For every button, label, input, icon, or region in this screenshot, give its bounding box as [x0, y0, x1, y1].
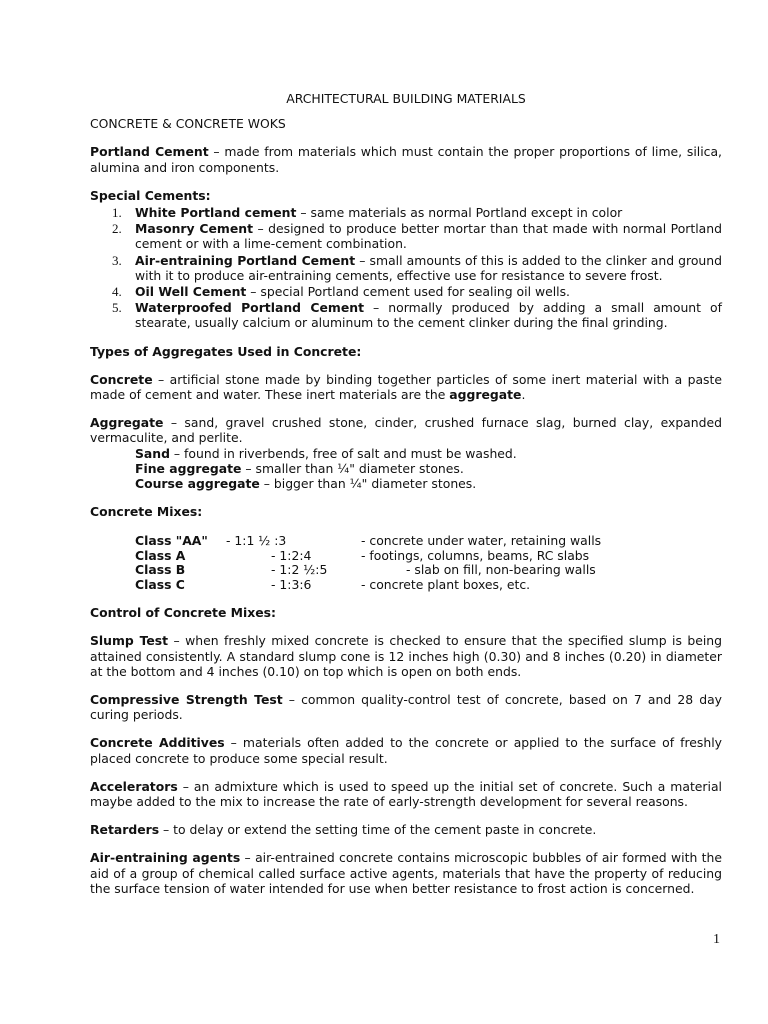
list-number: 4. — [112, 284, 122, 300]
list-number: 2. — [112, 221, 122, 237]
portland-cement-paragraph — [90, 144, 722, 174]
definition: – same materials as normal Portland except in color — [296, 205, 623, 221]
term: Concrete — [90, 371, 153, 387]
definition: – materials often added to the concrete or applied to the surface of freshly placed concrete to produce some special result. — [90, 735, 722, 766]
air-entraining-agents-paragraph — [90, 850, 722, 896]
mix-use: - footings, columns, beams, RC slabs — [361, 547, 590, 563]
list-item — [90, 300, 722, 330]
list-item — [90, 253, 722, 283]
term: Masonry Cement — [135, 221, 253, 237]
definition: – to delay or extend the setting time of the cement paste in concrete. — [159, 822, 597, 838]
mixes-heading: Concrete Mixes: — [90, 504, 203, 520]
mix-ratio: - 1:2 ½:5 — [271, 562, 328, 578]
table-row — [90, 563, 601, 577]
list-number: 3. — [112, 252, 122, 268]
definition: – common quality-control test of concrete, based on 7 and 28 day curing periods. — [90, 691, 722, 723]
concrete-additives-paragraph — [90, 735, 722, 765]
term: Concrete Additives — [90, 735, 225, 751]
mix-use: - slab on fill, non-bearing walls — [406, 562, 596, 578]
special-cements-heading: Special Cements: — [90, 187, 211, 203]
term: Air-entraining agents — [90, 850, 241, 866]
mix-use: - concrete plant boxes, etc. — [361, 576, 531, 592]
term: Sand — [135, 445, 170, 461]
aggregate-block — [90, 415, 722, 491]
slump-test-paragraph — [90, 633, 722, 679]
term: White Portland cement — [135, 205, 297, 221]
list-item — [90, 284, 722, 299]
definition: – sand, gravel crushed stone, cinder, crushed furnace slag, burned clay, expanded vermaculite, and perlite. — [90, 415, 722, 446]
aggregates-heading: Types of Aggregates Used in Concrete: — [90, 343, 362, 359]
mix-class: Class B — [135, 562, 186, 578]
aggregate-type-item — [90, 461, 722, 476]
term: Course aggregate — [135, 476, 260, 492]
aggregate-definition — [90, 415, 722, 445]
concrete-definition-paragraph — [90, 372, 722, 402]
mix-use: - concrete under water, retaining walls — [361, 533, 602, 549]
definition: – bigger than ¼" diameter stones. — [259, 476, 477, 492]
definition: – made from materials which must contain the proper proportions of lime, silica, alumina and iron components. — [90, 144, 722, 175]
mix-ratio: - 1:3:6 — [271, 576, 312, 592]
definition: – artificial stone made by binding together particles of some inert material with a paste made of cement and water. These inert materials are the — [90, 371, 722, 403]
term: Retarders — [90, 822, 160, 838]
term: Compressive Strength Test — [90, 691, 283, 707]
retarders-paragraph — [90, 822, 722, 837]
term: Fine aggregate — [135, 460, 242, 476]
definition: – smaller than ¼" diameter stones. — [241, 460, 464, 476]
term: Portland Cement — [90, 144, 209, 160]
definition: – an admixture which is used to speed up the initial set of concrete. Such a material maybe added to the mix to increase the rate of early-strength development for several reasons. — [90, 778, 722, 809]
special-cements-list — [90, 205, 722, 331]
definition: – found in riverbends, free of salt and must be washed. — [169, 445, 517, 461]
mix-class: Class "AA" — [135, 533, 208, 549]
document-body — [90, 91, 722, 909]
mix-class: Class A — [135, 547, 186, 563]
term: Waterproofed Portland Cement — [135, 300, 364, 316]
term: Oil Well Cement — [135, 284, 247, 300]
term: Aggregate — [90, 415, 164, 431]
section-title: CONCRETE & CONCRETE WOKS — [90, 116, 286, 132]
list-item — [90, 221, 722, 251]
definition: – when freshly mixed concrete is checked to ensure that the specified slump is being attained consistently. A standard slump cone is 12 inches high (0.30) and 8 inches (0.20) in diameter at the bottom and 4 inches (0.10) on top which is open on both ends. — [90, 633, 722, 679]
term: Air-entraining Portland Cement — [135, 252, 356, 268]
mix-ratio: - 1:2:4 — [271, 547, 312, 563]
list-number: 1. — [112, 205, 122, 221]
compressive-strength-paragraph — [90, 692, 722, 722]
control-heading: Control of Concrete Mixes: — [90, 605, 276, 621]
definition: – normally produced by adding a small amount of stearate, usually calcium or aluminum to the cement clinker during the final grinding. — [135, 300, 722, 331]
mix-ratio: - 1:1 ½ :3 — [226, 533, 287, 549]
page-number: 1 — [713, 932, 720, 947]
definition: – designed to produce better mortar than that made with normal Portland cement or with a lime-cement combination. — [135, 221, 722, 252]
definition: – special Portland cement used for sealing oil wells. — [246, 284, 570, 300]
table-row — [90, 534, 601, 548]
term: Accelerators — [90, 778, 178, 794]
mix-class: Class C — [135, 576, 185, 592]
table-row — [90, 549, 601, 563]
concrete-mixes-table — [90, 534, 601, 592]
document-title: ARCHITECTURAL BUILDING MATERIALS — [286, 91, 526, 106]
emphasized-term: aggregate — [449, 387, 522, 403]
aggregate-type-item — [90, 446, 722, 461]
aggregate-type-item — [90, 476, 722, 491]
list-number: 5. — [112, 300, 122, 316]
accelerators-paragraph — [90, 779, 722, 809]
term: Slump Test — [90, 633, 169, 649]
definition: – air-entrained concrete contains microscopic bubbles of air formed with the aid of a group of chemical called surface active agents, materials that have the property of reducing the surface tension of water intended for use when better resistance to frost action is concerned. — [90, 850, 722, 896]
table-row — [90, 578, 601, 592]
list-item — [90, 205, 722, 220]
punctuation: . — [521, 387, 526, 403]
definition: – small amounts of this is added to the clinker and ground with it to produce air-entraining cements, effective use for resistance to severe frost. — [135, 252, 722, 283]
